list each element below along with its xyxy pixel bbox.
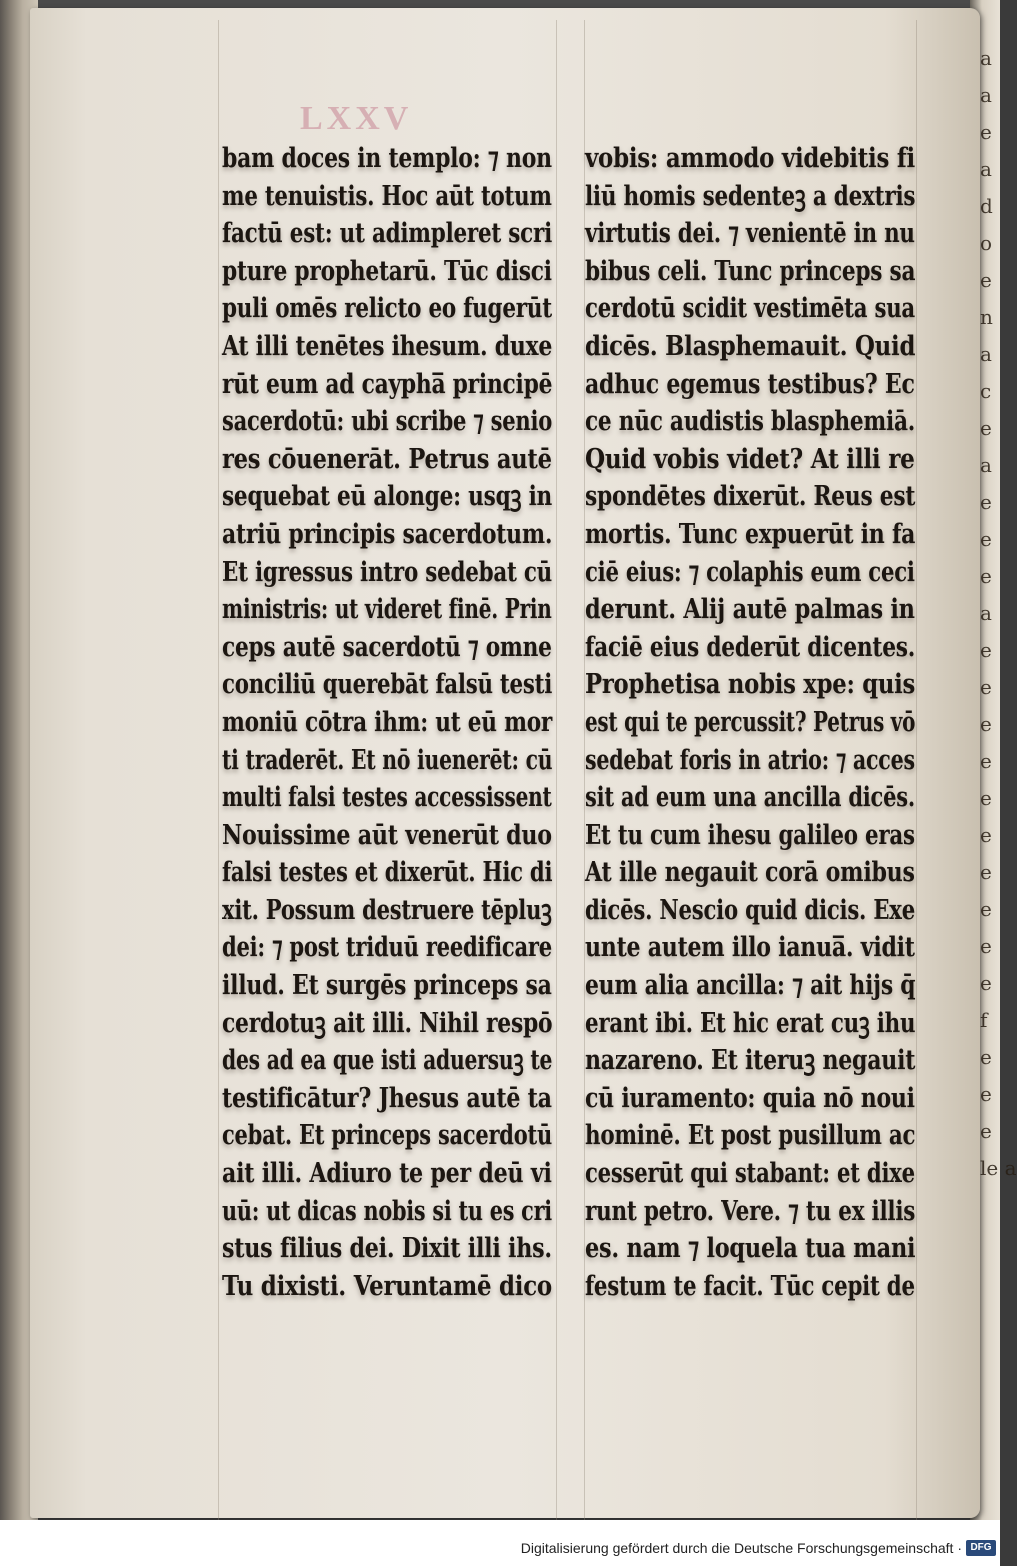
text-line: ministris: ut videret finē. Prin (222, 594, 552, 626)
footer-bar (0, 1520, 1000, 1566)
facing-page-letter: a (980, 157, 992, 181)
text-line: Et tu cum ihesu galileo eras (585, 819, 915, 851)
text-column-right (585, 140, 915, 1305)
text-line: ceps autē sacerdotū ⁊ omne (222, 631, 552, 663)
text-line: adhuc egemus testibus? Ec (585, 368, 915, 400)
text-line: est qui te percussit? Petrus vō (585, 706, 916, 738)
facing-page-letter: c (980, 379, 992, 403)
text-line: sit ad eum una ancilla dicēs. (585, 782, 915, 814)
ruling-line (556, 20, 557, 1520)
text-line: puli omēs relicto eo fugerūt (222, 293, 552, 325)
text-line: xit. Possum destruere tēpluꝫ (222, 894, 552, 926)
text-line: conciliū querebāt falsū testi (222, 669, 553, 701)
text-line: dicēs. Blasphemauit. Quid (585, 330, 916, 362)
text-line: stus filius dei. Dixit illi ihs. (222, 1233, 552, 1265)
facing-page-letter: e (980, 860, 992, 884)
text-line: me tenuistis. Hoc aūt totum (222, 180, 552, 212)
facing-page-letter: e (980, 1045, 992, 1069)
facing-page-letter: a (980, 342, 992, 366)
facing-page-letter: e (980, 564, 992, 588)
text-line: dei: ⁊ post triduū reedificare (222, 932, 552, 964)
facing-page-letter: e (980, 1082, 992, 1106)
text-line: hominē. Et post pusillum ac (585, 1120, 916, 1152)
text-line: spondētes dixerūt. Reus est (585, 481, 916, 513)
text-line: moniū cōtra ihm: ut eū mor (222, 706, 553, 738)
text-line: cū iuramento: quia nō noui (585, 1082, 915, 1114)
facing-page-letter: a (980, 453, 992, 477)
facing-page-letter: e (980, 749, 992, 773)
text-line: mortis. Tunc expuerūt in fa (585, 518, 916, 550)
text-line: Nouissime aūt venerūt duo (222, 819, 552, 851)
text-line: faciē eius dederūt dicentes. (585, 631, 916, 663)
text-column-left (222, 140, 552, 1305)
text-line: runt petro. Vere. ⁊ tu ex illis (585, 1195, 916, 1227)
text-line: multi falsi testes accessissent (222, 782, 552, 814)
facing-page-letter: o (980, 231, 993, 255)
facing-page-letter: a (980, 601, 992, 625)
text-line: uū: ut dicas nobis si tu es cri (222, 1195, 552, 1227)
facing-page-letter: e (980, 490, 992, 514)
facing-page-letter: f (980, 1008, 988, 1032)
facing-page-letter: e (980, 897, 992, 921)
ruling-line (218, 20, 219, 1520)
facing-page-letter: e (980, 416, 992, 440)
text-line: sequebat eū alonge: usqꝫ in (222, 481, 553, 513)
folio-number: LXXV (300, 100, 413, 137)
text-line: liū homis sedenteꝫ a dextris (585, 180, 916, 212)
text-line: illud. Et surgēs princeps sa (222, 970, 552, 1002)
facing-page-letter: e (980, 934, 992, 958)
ruling-line (916, 20, 917, 1520)
text-line: bibus celi. Tunc princeps sa (585, 255, 916, 287)
text-line: virtutis dei. ⁊ venientē in nu (585, 218, 915, 250)
text-line: pture prophetarū. Tūc disci (222, 255, 552, 287)
facing-page-letter: d (980, 194, 993, 218)
text-line: es. nam ⁊ loquela tua mani (585, 1233, 916, 1265)
facing-page-edge (980, 40, 1017, 1480)
text-line: dicēs. Nescio quid dicis. Exe (585, 894, 915, 926)
facing-page-letter: le a (980, 1156, 1017, 1180)
facing-page-letter: e (980, 120, 992, 144)
text-line: rūt eum ad caypha̅ principē (222, 368, 553, 400)
text-line: bam doces in templo: ⁊ non (222, 143, 552, 174)
facing-page-letter: e (980, 638, 992, 662)
text-line: vobis: ammodo videbitis fi (585, 143, 915, 174)
facing-page-letter: e (980, 786, 992, 810)
text-line: falsi testes et dixerūt. Hic di (222, 857, 553, 889)
text-line: unte autem illo ianua̅. vidit (585, 932, 915, 964)
text-line: derunt. Alij autē palmas in (585, 594, 915, 626)
text-line: Prophetisa nobis xpe: quis (585, 669, 916, 701)
text-line: erant ibi. Et hic erat cuꝫ ihu (585, 1007, 916, 1039)
facing-page-letter: e (980, 712, 992, 736)
text-line: sacerdotū: ubi scribe ⁊ senio (222, 406, 553, 438)
text-line: At illi tenētes ihesum. duxe (222, 330, 553, 362)
text-line: Tu dixisti. Veruntamē dico (222, 1270, 552, 1302)
text-line: cerdotū scidit vestimēta sua (585, 293, 915, 325)
text-line: atriū principis sacerdotum. (222, 518, 553, 550)
facing-page-letter: a (980, 46, 992, 70)
text-line: nazareno. Et iteruꝫ negauit (585, 1045, 916, 1077)
text-line: sedebat foris in atrio: ⁊ acces (585, 744, 915, 776)
facing-page-letter: e (980, 268, 992, 292)
text-line: cerdotuꝫ ait illi. Nihil respō (222, 1007, 553, 1039)
text-line: Quid vobis videt? At illi re (585, 443, 915, 475)
facing-page-letter: e (980, 675, 992, 699)
text-line: ce nūc audistis blasphemiā. (585, 406, 916, 438)
footer-credit: Digitalisierung gefördert durch die Deutsche Forschungsgemeinschaft · (520, 1540, 962, 1556)
facing-page-letter: e (980, 1119, 992, 1143)
text-line: cebat. Et princeps sacerdotū (222, 1120, 552, 1152)
text-line: ait illi. Adiuro te per deū vi (222, 1158, 552, 1190)
facing-page-letter: e (980, 823, 992, 847)
facing-page-letter: a (980, 83, 992, 107)
facing-page-letter: e (980, 527, 992, 551)
text-line: eum alia ancilla: ⁊ ait hijs q̄ (585, 970, 916, 1002)
text-line: At ille negauit corā omibus (585, 857, 915, 889)
text-line: ciē eius: ⁊ colaphis eum ceci (585, 556, 915, 588)
dfg-logo-icon: DFG (966, 1540, 996, 1556)
facing-page-letter: n (980, 305, 993, 329)
text-line: factū est: ut adimpleret scri (222, 218, 552, 250)
text-line: res cōuenerāt. Petrus autē (222, 443, 552, 475)
text-line: des ad ea que isti aduersuꝫ te (222, 1045, 553, 1077)
text-line: cesserūt qui stabant: et dixe (585, 1158, 915, 1190)
text-line: festum te facit. Tūc cepit de (585, 1270, 915, 1302)
text-line: Et igressus intro sedebat cū (222, 556, 552, 588)
facing-page-letter: e (980, 971, 992, 995)
text-line: ti traderēt. Et nō iuenerēt: cū (222, 744, 553, 776)
text-line: testificātur? Jhesus autē ta (222, 1082, 552, 1114)
